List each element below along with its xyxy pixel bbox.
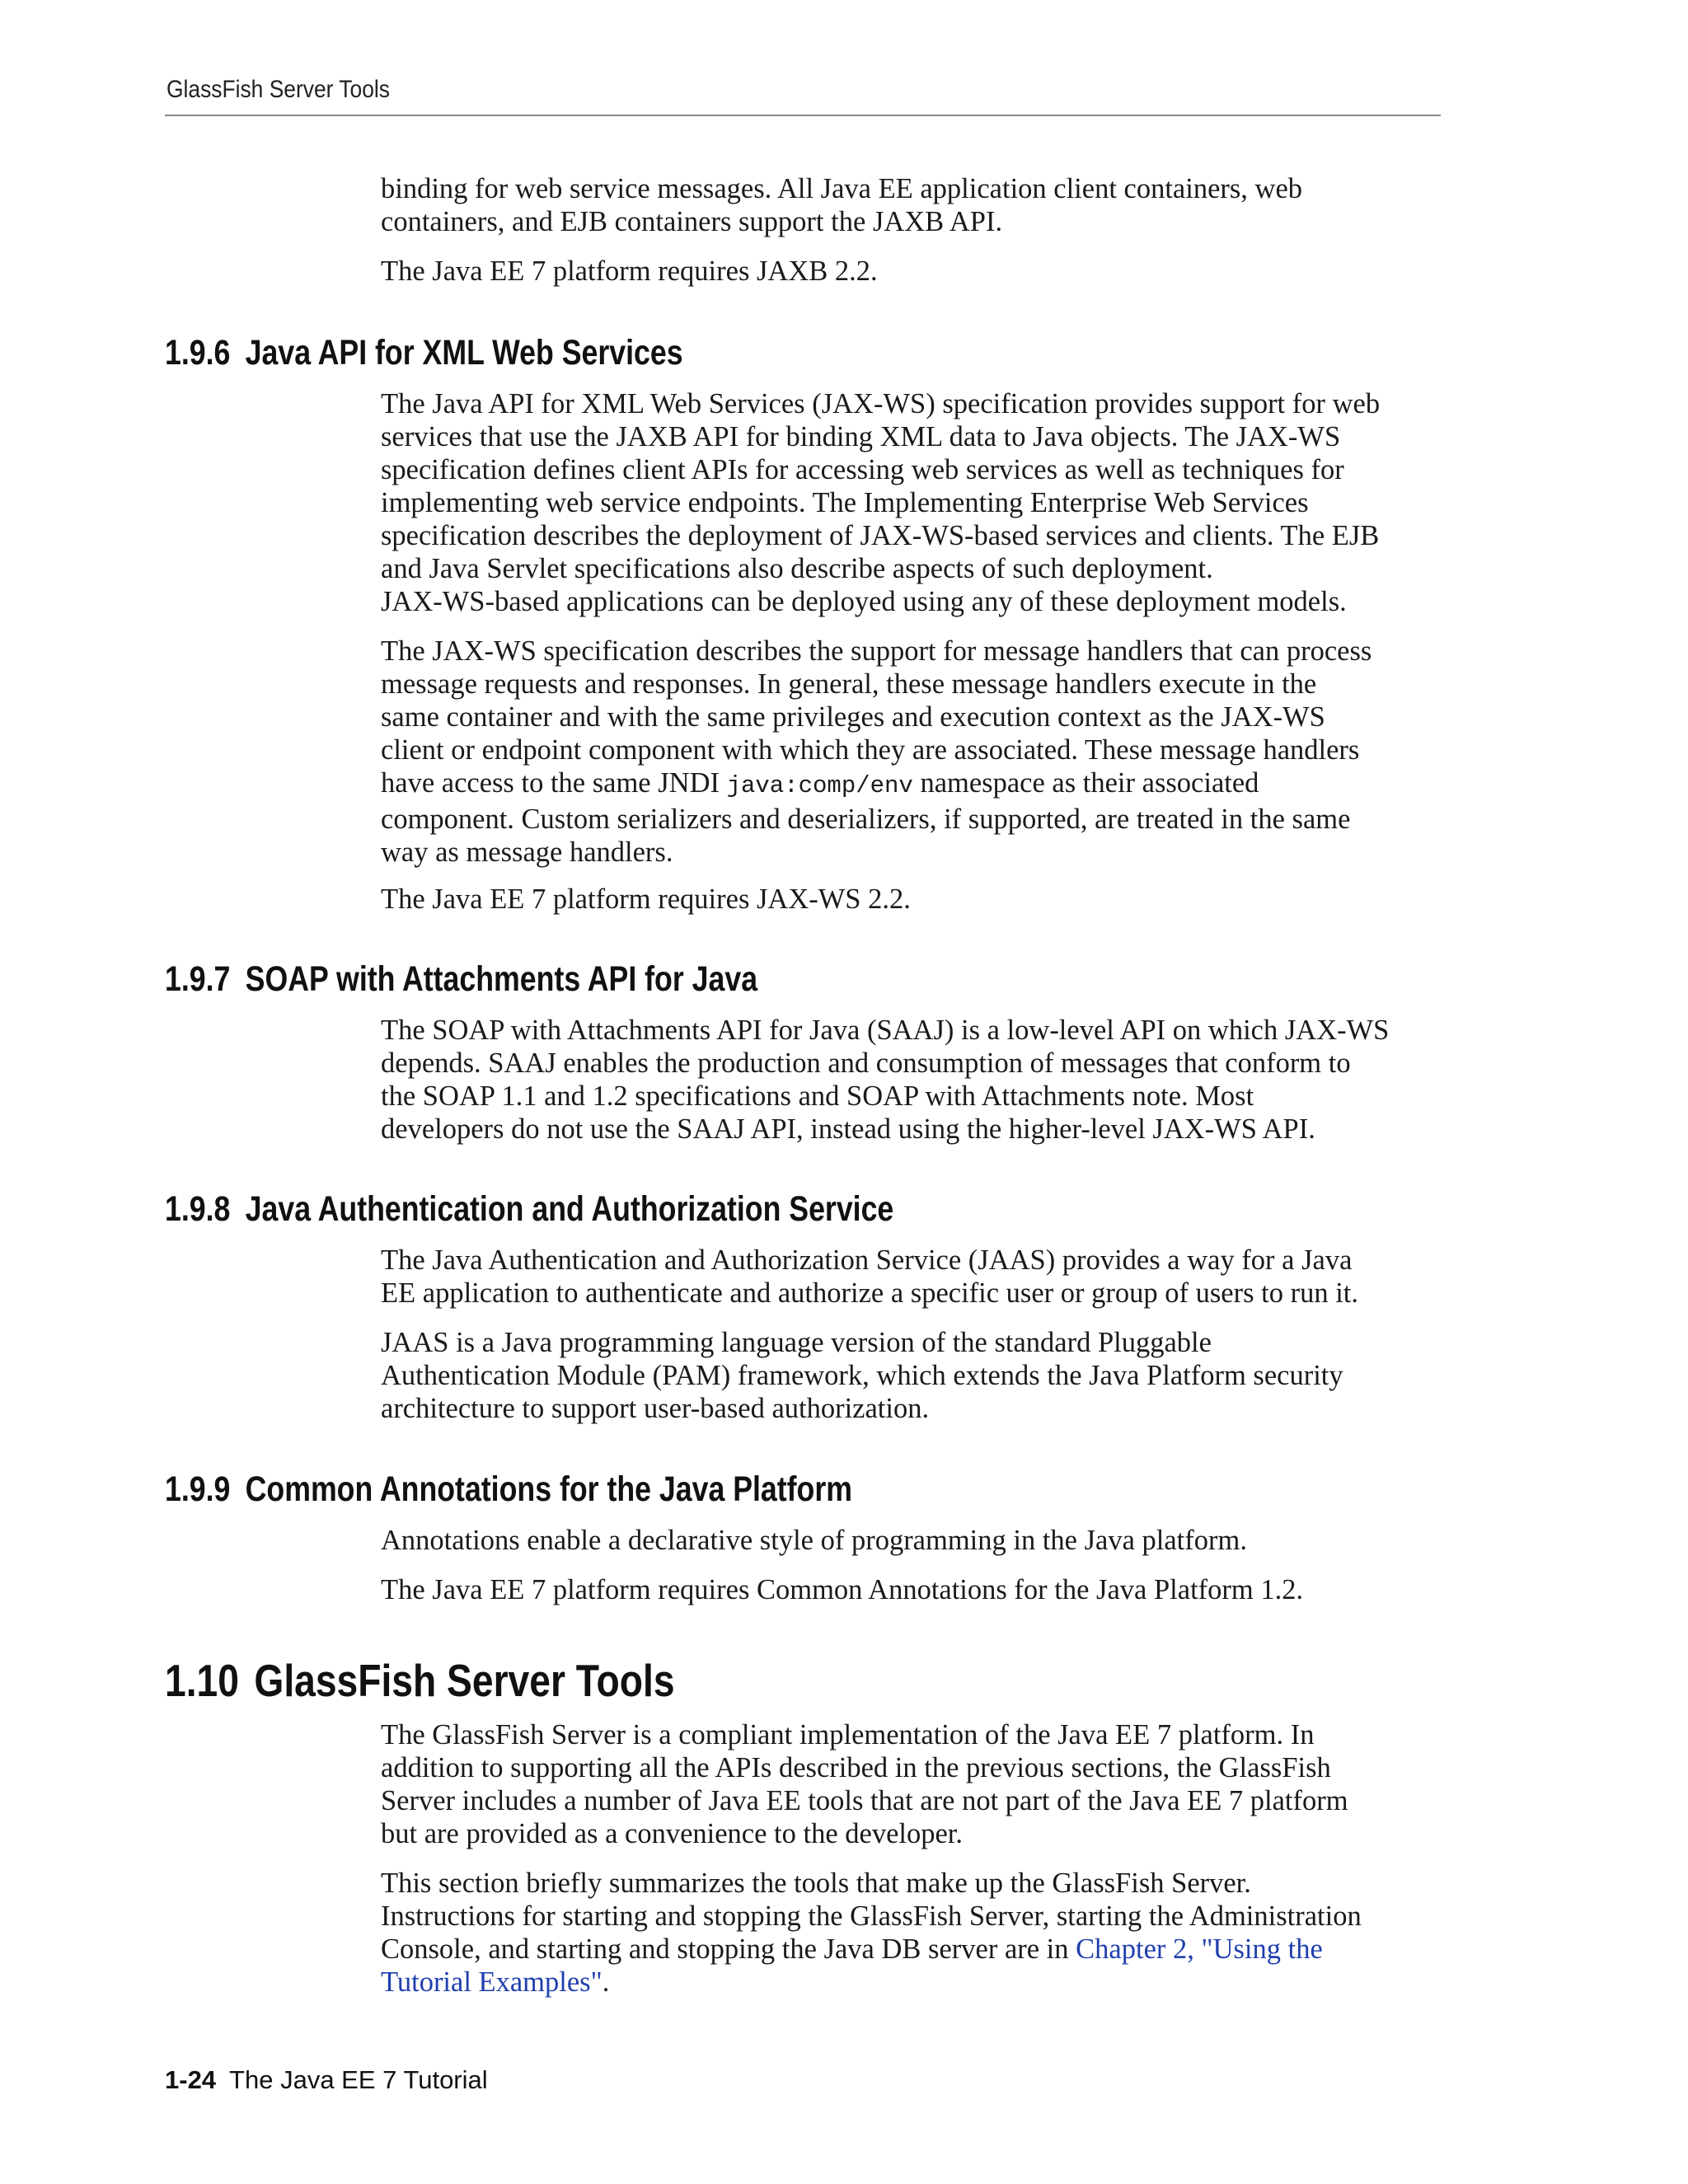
header-rule [165, 115, 1441, 116]
s110-paragraph-2 [381, 1867, 1444, 1999]
text-run: Console, and starting and stopping the Java DB server are in [381, 1933, 1076, 1965]
text-line: The JAX-WS specification describes the support for message handlers that can process [381, 635, 1372, 667]
text-line: The Java API for XML Web Services (JAX-WS) specification provides support for web [381, 388, 1381, 419]
chapter-2-link[interactable]: Chapter 2, "Using the [1076, 1933, 1323, 1965]
running-header: GlassFish Server Tools [166, 76, 390, 103]
chapter-2-link-continued[interactable]: Tutorial Examples" [381, 1966, 603, 1998]
text-line: Server includes a number of Java EE tools that are not part of the Java EE 7 platform [381, 1785, 1348, 1816]
s196-paragraph-3 [381, 883, 1444, 916]
section-number: 1.9.7 [165, 959, 231, 999]
text-line: binding for web service messages. All Java EE application client containers, web [381, 173, 1303, 204]
text-line: The Java Authentication and Authorization Service (JAAS) provides a way for a Java [381, 1244, 1353, 1276]
text-line: way as message handlers. [381, 837, 673, 868]
s199-paragraph-2 [381, 1573, 1444, 1606]
heading-1-9-9 [165, 1469, 852, 1510]
heading-1-10 [165, 1654, 675, 1707]
text-run: . [602, 1966, 610, 1998]
book-title: The Java EE 7 Tutorial [229, 2065, 488, 2094]
s196-paragraph-1 [381, 387, 1444, 618]
text-line [381, 1966, 1444, 1999]
section-title: Java Authentication and Authorization Service [245, 1189, 894, 1229]
text-line: EE application to authenticate and authorize a specific user or group of users to run it. [381, 1277, 1359, 1309]
text-line: implementing web service endpoints. The Implementing Enterprise Web Services [381, 487, 1309, 518]
intro-paragraph-1 [381, 172, 1444, 238]
text-line: containers, and EJB containers support the JAXB API. [381, 206, 1003, 237]
text-line: Annotations enable a declarative style of programming in the Java platform. [381, 1525, 1247, 1556]
heading-1-9-6 [165, 333, 683, 373]
section-title: GlassFish Server Tools [254, 1655, 675, 1706]
section-number: 1.9.9 [165, 1469, 231, 1509]
s199-paragraph-1 [381, 1524, 1444, 1557]
text-line: component. Custom serializers and deserializers, if supported, are treated in the same [381, 804, 1351, 835]
text-line: The Java EE 7 platform requires JAX-WS 2.2. [381, 883, 911, 915]
s198-paragraph-2 [381, 1326, 1444, 1425]
text-line: The GlassFish Server is a compliant implementation of the Java EE 7 platform. In [381, 1719, 1315, 1750]
s196-paragraph-2 [381, 635, 1444, 869]
text-run: namespace as their associated [912, 767, 1259, 799]
section-number: 1.10 [165, 1655, 239, 1706]
heading-1-9-7 [165, 959, 757, 1000]
text-line: specification defines client APIs for accessing web services as well as techniques for [381, 454, 1344, 485]
text-line: architecture to support user-based authorization. [381, 1393, 930, 1424]
text-line: client or endpoint component with which they are associated. These message handlers [381, 734, 1360, 766]
text-line: specification describes the deployment of JAX-WS-based services and clients. The EJB [381, 520, 1380, 551]
text-line: The Java EE 7 platform requires JAXB 2.2. [381, 255, 878, 287]
page-number: 1-24 [165, 2065, 217, 2094]
text-line: but are provided as a convenience to the developer. [381, 1818, 964, 1849]
text-line: The Java EE 7 platform requires Common Annotations for the Java Platform 1.2. [381, 1574, 1304, 1605]
section-title: Common Annotations for the Java Platform [245, 1469, 852, 1509]
section-title: SOAP with Attachments API for Java [245, 959, 758, 999]
s198-paragraph-1 [381, 1244, 1444, 1310]
s110-paragraph-1 [381, 1718, 1444, 1850]
s197-paragraph-1 [381, 1014, 1444, 1146]
section-number: 1.9.6 [165, 333, 231, 373]
text-line: same container and with the same privileges and execution context as the JAX-WS [381, 701, 1325, 733]
text-line: and Java Servlet specifications also describe aspects of such deployment. [381, 553, 1213, 584]
text-line: addition to supporting all the APIs described in the previous sections, the GlassFish [381, 1752, 1331, 1783]
text-line: developers do not use the SAAJ API, instead using the higher-level JAX-WS API. [381, 1113, 1315, 1145]
text-line: Instructions for starting and stopping the GlassFish Server, starting the Administration [381, 1900, 1362, 1932]
text-line: services that use the JAXB API for binding XML data to Java objects. The JAX-WS [381, 421, 1341, 452]
text-line: JAX-WS-based applications can be deployed using any of these deployment models. [381, 586, 1347, 617]
text-line: the SOAP 1.1 and 1.2 specifications and SOAP with Attachments note. Most [381, 1080, 1254, 1112]
text-line: message requests and responses. In general, these message handlers execute in the [381, 668, 1317, 700]
heading-1-9-8 [165, 1189, 893, 1230]
section-number: 1.9.8 [165, 1189, 231, 1229]
text-line: The SOAP with Attachments API for Java (SAAJ) is a low-level API on which JAX-WS [381, 1015, 1390, 1046]
text-line [381, 766, 1444, 803]
text-run: have access to the same JNDI [381, 767, 727, 799]
inline-code: java:comp/env [726, 772, 913, 799]
page-footer [165, 2065, 488, 2095]
text-line: Authentication Module (PAM) framework, which extends the Java Platform security [381, 1360, 1343, 1391]
text-line: This section briefly summarizes the tools that make up the GlassFish Server. [381, 1868, 1251, 1899]
text-line: depends. SAAJ enables the production and consumption of messages that conform to [381, 1047, 1351, 1079]
section-title: Java API for XML Web Services [245, 333, 683, 373]
text-line: JAAS is a Java programming language version of the standard Pluggable [381, 1327, 1212, 1358]
text-line [381, 1933, 1444, 1966]
intro-paragraph-2 [381, 255, 1444, 288]
